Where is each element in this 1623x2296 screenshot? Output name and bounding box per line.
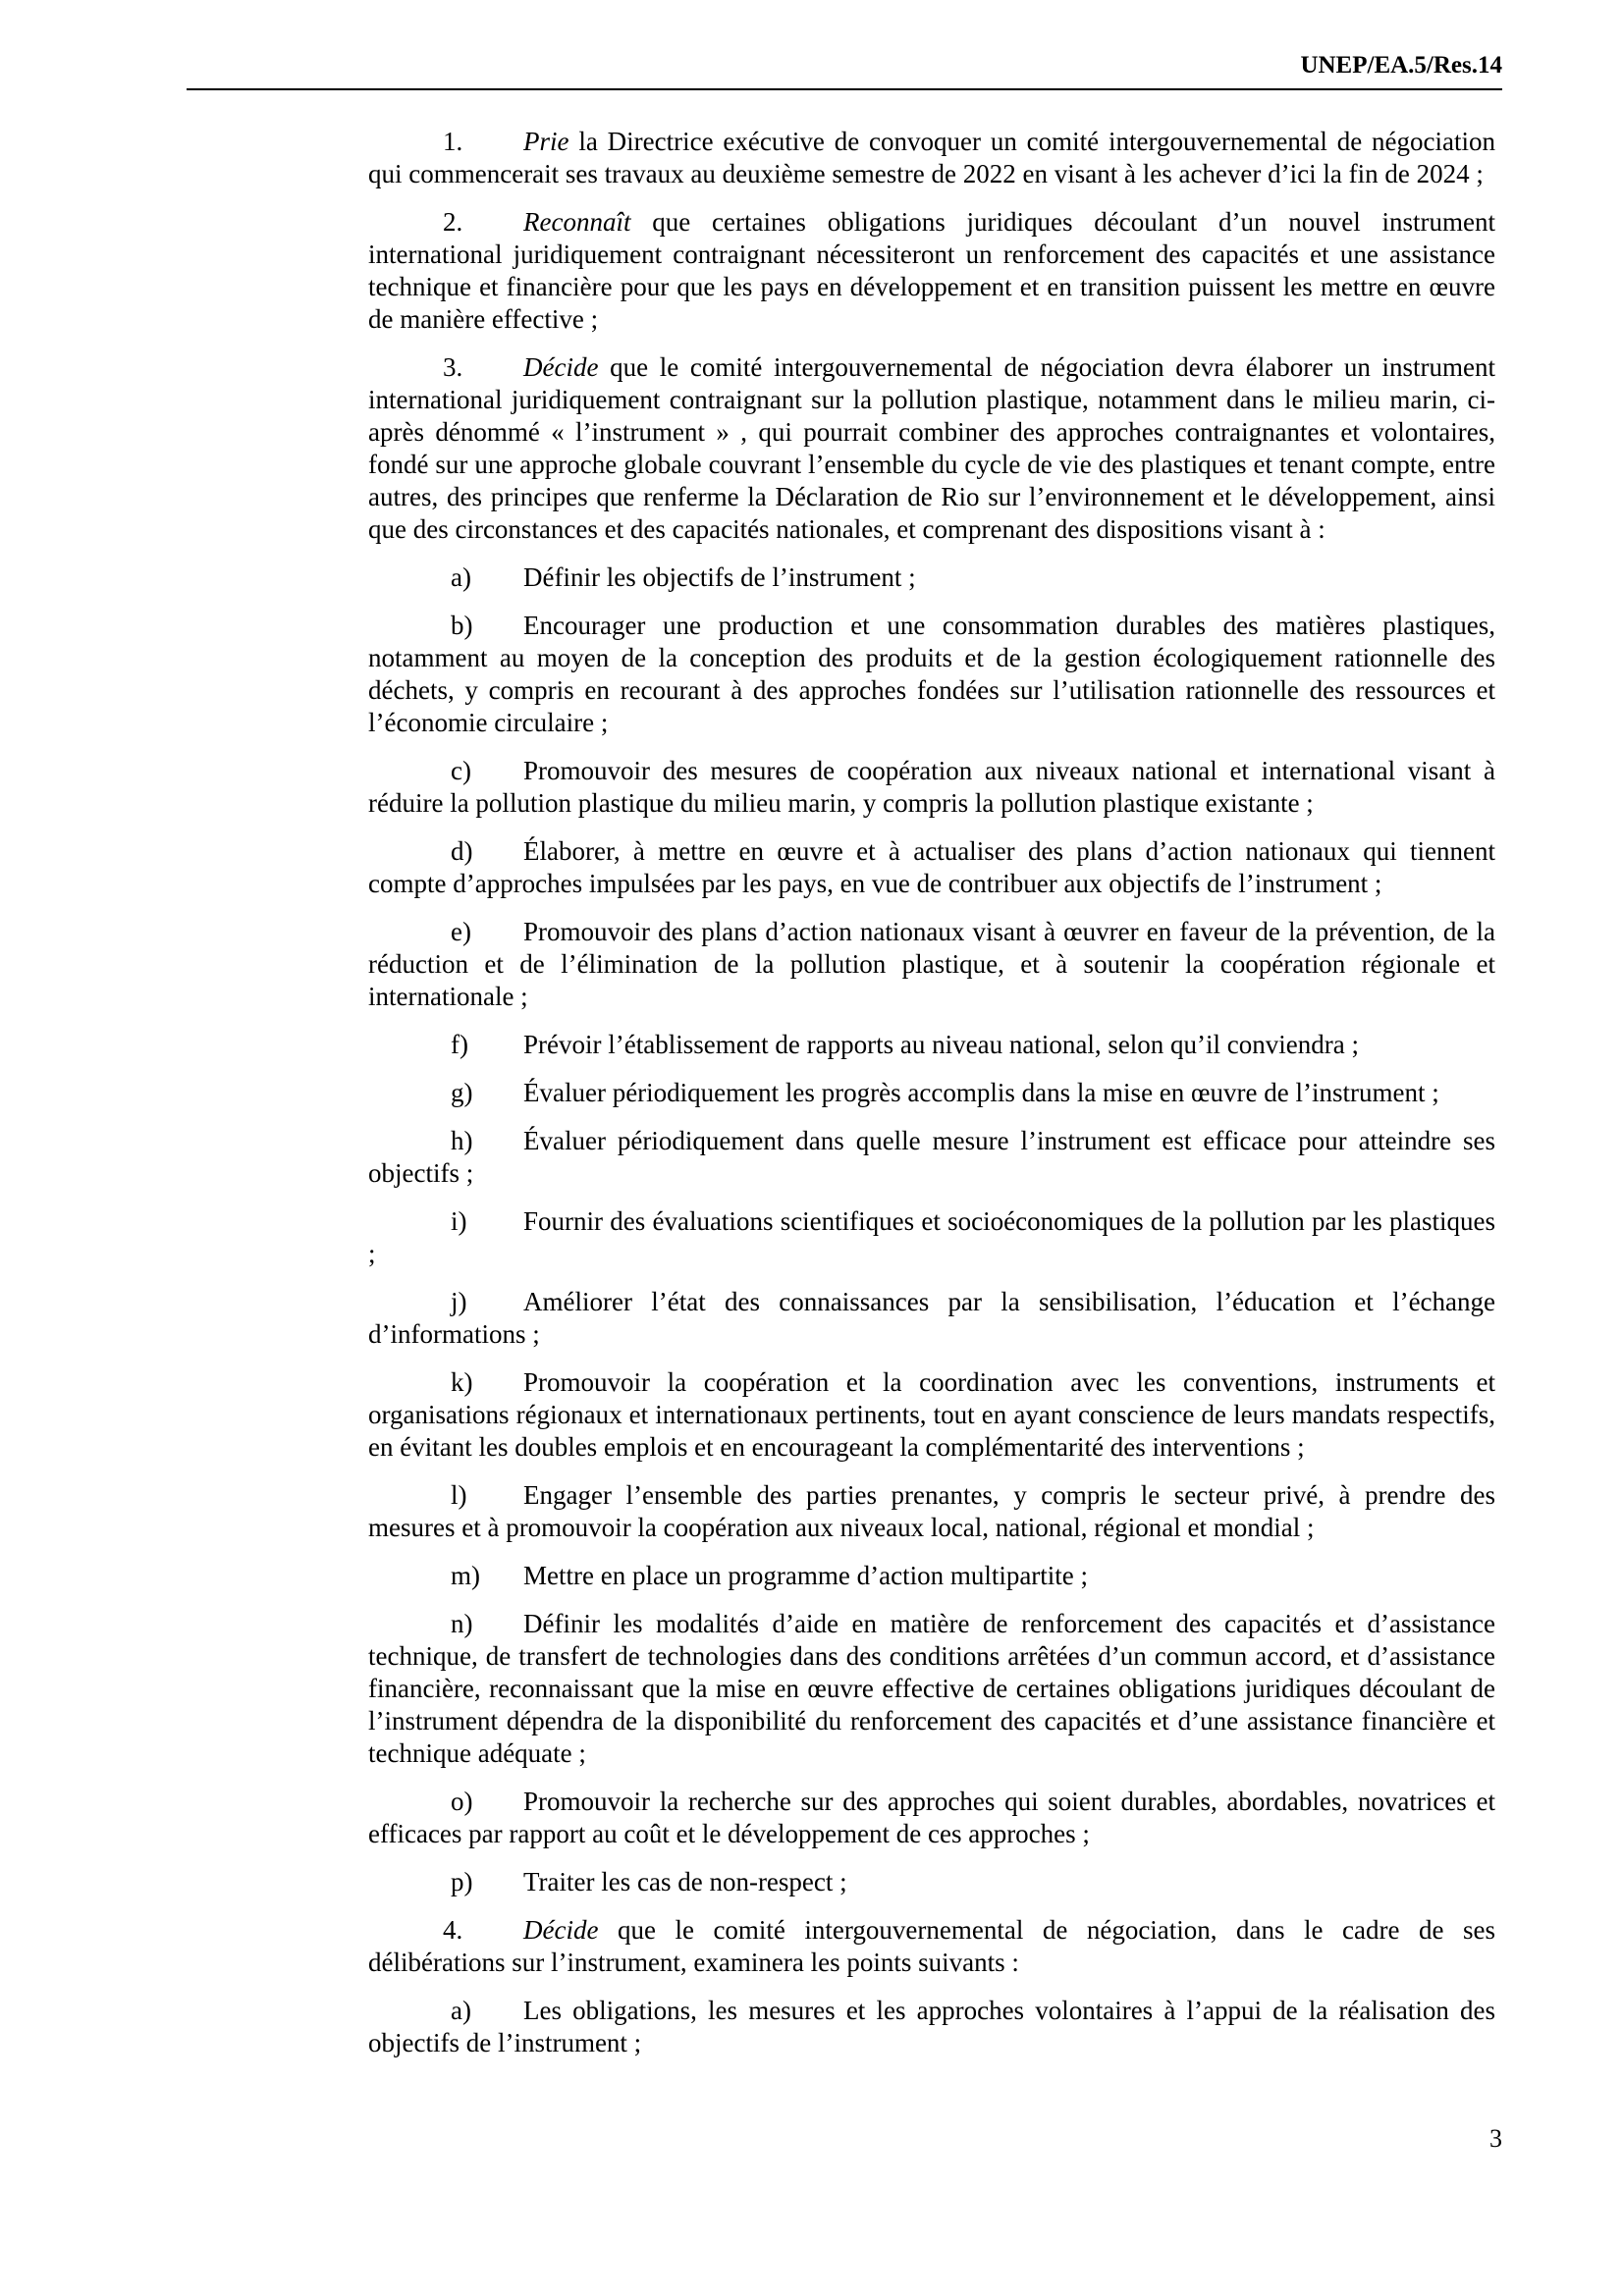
paragraph-number: 1. (443, 127, 463, 156)
document-body (368, 126, 1495, 2059)
lettered-subparagraph (368, 755, 1495, 820)
paragraph-text: Évaluer périodiquement les progrès accomplis dans la mise en œuvre de l’instrument ; (523, 1078, 1439, 1107)
subparagraph-letter: g) (451, 1078, 473, 1107)
subparagraph-letter: f) (451, 1030, 468, 1059)
lettered-subparagraph (368, 1479, 1495, 1544)
paragraph-number: 3. (443, 352, 463, 382)
subparagraph-letter: a) (451, 562, 471, 592)
subparagraph-letter: d) (451, 836, 473, 866)
subparagraph-letter: i) (451, 1206, 467, 1236)
paragraph-text: Engager l’ensemble des parties prenantes, y compris le secteur privé, à prendre des mesures et à promouvoir la coopération aux niveaux local, national, régional et mondial ; (368, 1480, 1495, 1542)
numbered-paragraph (368, 1914, 1495, 1979)
paragraph-text: Fournir des évaluations scientifiques et socioéconomiques de la pollution par les plastiques ; (368, 1206, 1495, 1268)
lettered-subparagraph (368, 610, 1495, 739)
subparagraph-letter: a) (451, 1996, 471, 2025)
paragraph-text: Mettre en place un programme d’action multipartite ; (523, 1561, 1089, 1590)
lettered-subparagraph (368, 1366, 1495, 1464)
subparagraph-letter: l) (451, 1480, 467, 1510)
lettered-subparagraph (368, 916, 1495, 1013)
paragraph-text: Traiter les cas de non-respect ; (523, 1867, 847, 1896)
lettered-subparagraph (368, 835, 1495, 900)
header-rule (187, 88, 1502, 90)
numbered-paragraph (368, 126, 1495, 190)
paragraph-number: 4. (443, 1915, 463, 1945)
numbered-paragraph (368, 351, 1495, 546)
paragraph-text: Prévoir l’établissement de rapports au niveau national, selon qu’il conviendra ; (523, 1030, 1360, 1059)
document-symbol: UNEP/EA.5/Res.14 (1300, 52, 1502, 79)
paragraph-lead-italic: Décide (523, 352, 599, 382)
numbered-paragraph (368, 206, 1495, 336)
paragraph-text: que le comité intergouvernemental de négociation, dans le cadre de ses délibérations sur l’instrument, examinera les points suivants : (368, 1915, 1495, 1977)
paragraph-text: Améliorer l’état des connaissances par la sensibilisation, l’éducation et l’échange d’informations ; (368, 1287, 1495, 1349)
paragraph-text: Élaborer, à mettre en œuvre et à actualiser des plans d’action nationaux qui tiennent compte d’approches impulsées par les pays, en vue de contribuer aux objectifs de l’instrument ; (368, 836, 1495, 898)
subparagraph-letter: m) (451, 1561, 480, 1590)
lettered-subparagraph (368, 1560, 1495, 1592)
lettered-subparagraph (368, 1608, 1495, 1770)
paragraph-text: que le comité intergouvernemental de négociation devra élaborer un instrument international juridiquement contraignant sur la pollution plastique, notamment dans le milieu marin, ci-après dénommé « l’instrument » , qui pourrait combiner des approches contraignantes et volontaires, fondé sur une approche globale couvrant l’ensemble du cycle de vie des plastiques et tenant compte, entre autres, des principes que renferme la Déclaration de Rio sur l’environnement et le développement, ainsi que des circonstances et des capacités nationales, et comprenant des dispositions visant à : (368, 352, 1495, 544)
subparagraph-letter: p) (451, 1867, 473, 1896)
subparagraph-letter: c) (451, 756, 471, 785)
page-number: 3 (1489, 2124, 1502, 2153)
lettered-subparagraph (368, 1866, 1495, 1898)
lettered-subparagraph (368, 1205, 1495, 1270)
paragraph-lead-italic: Décide (523, 1915, 599, 1945)
paragraph-text: Encourager une production et une consommation durables des matières plastiques, notamment au moyen de la conception des produits et de la gestion écologiquement rationnelle des déchets, y compris en recourant à des approches fondées sur l’utilisation rationnelle des ressources et l’économie circulaire ; (368, 611, 1495, 737)
lettered-subparagraph (368, 1077, 1495, 1109)
paragraph-text: Les obligations, les mesures et les approches volontaires à l’appui de la réalisation des objectifs de l’instrument ; (368, 1996, 1495, 2057)
paragraph-lead-italic: Prie (523, 127, 569, 156)
paragraph-text: que certaines obligations juridiques découlant d’un nouvel instrument international juridiquement contraignant nécessiteront un renforcement des capacités et une assistance technique et financière pour que les pays en développement et en transition puissent les mettre en œuvre de manière effective ; (368, 207, 1495, 334)
subparagraph-letter: h) (451, 1126, 473, 1155)
lettered-subparagraph (368, 1286, 1495, 1351)
lettered-subparagraph (368, 1125, 1495, 1190)
subparagraph-letter: j) (451, 1287, 467, 1316)
subparagraph-letter: e) (451, 917, 471, 946)
subparagraph-letter: k) (451, 1367, 473, 1397)
paragraph-text: Définir les objectifs de l’instrument ; (523, 562, 916, 592)
paragraph-text: Définir les modalités d’aide en matière de renforcement des capacités et d’assistance technique, de transfert de technologies dans des conditions arrêtées d’un commun accord, et d’assistance financière, reconnaissant que la mise en œuvre effective de certaines obligations juridiques découlant de l’instrument dépendra de la disponibilité du renforcement des capacités et d’une assistance financière et technique adéquate ; (368, 1609, 1495, 1768)
subparagraph-letter: n) (451, 1609, 473, 1638)
subparagraph-letter: b) (451, 611, 473, 640)
subparagraph-letter: o) (451, 1787, 473, 1816)
paragraph-text: la Directrice exécutive de convoquer un comité intergouvernemental de négociation qui commencerait ses travaux au deuxième semestre de 2022 en visant à les achever d’ici la fin de 2024 ; (368, 127, 1495, 188)
page-header (187, 51, 1502, 90)
lettered-subparagraph (368, 561, 1495, 594)
lettered-subparagraph (368, 1995, 1495, 2059)
paragraph-text: Promouvoir la coopération et la coordination avec les conventions, instruments et organisations régionaux et internationaux pertinents, tout en ayant conscience de leurs mandats respectifs, en évitant les doubles emplois et en encourageant la complémentarité des interventions ; (368, 1367, 1495, 1462)
paragraph-lead-italic: Reconnaît (523, 207, 631, 237)
paragraph-text: Promouvoir des plans d’action nationaux visant à œuvrer en faveur de la prévention, de la réduction et de l’élimination de la pollution plastique, et à soutenir la coopération régionale et internationale ; (368, 917, 1495, 1011)
paragraph-text: Promouvoir des mesures de coopération aux niveaux national et international visant à réduire la pollution plastique du milieu marin, y compris la pollution plastique existante ; (368, 756, 1495, 818)
paragraph-number: 2. (443, 207, 463, 237)
lettered-subparagraph (368, 1786, 1495, 1850)
paragraph-text: Promouvoir la recherche sur des approches qui soient durables, abordables, novatrices et efficaces par rapport au coût et le développement de ces approches ; (368, 1787, 1495, 1848)
paragraph-text: Évaluer périodiquement dans quelle mesure l’instrument est efficace pour atteindre ses objectifs ; (368, 1126, 1495, 1188)
lettered-subparagraph (368, 1029, 1495, 1061)
